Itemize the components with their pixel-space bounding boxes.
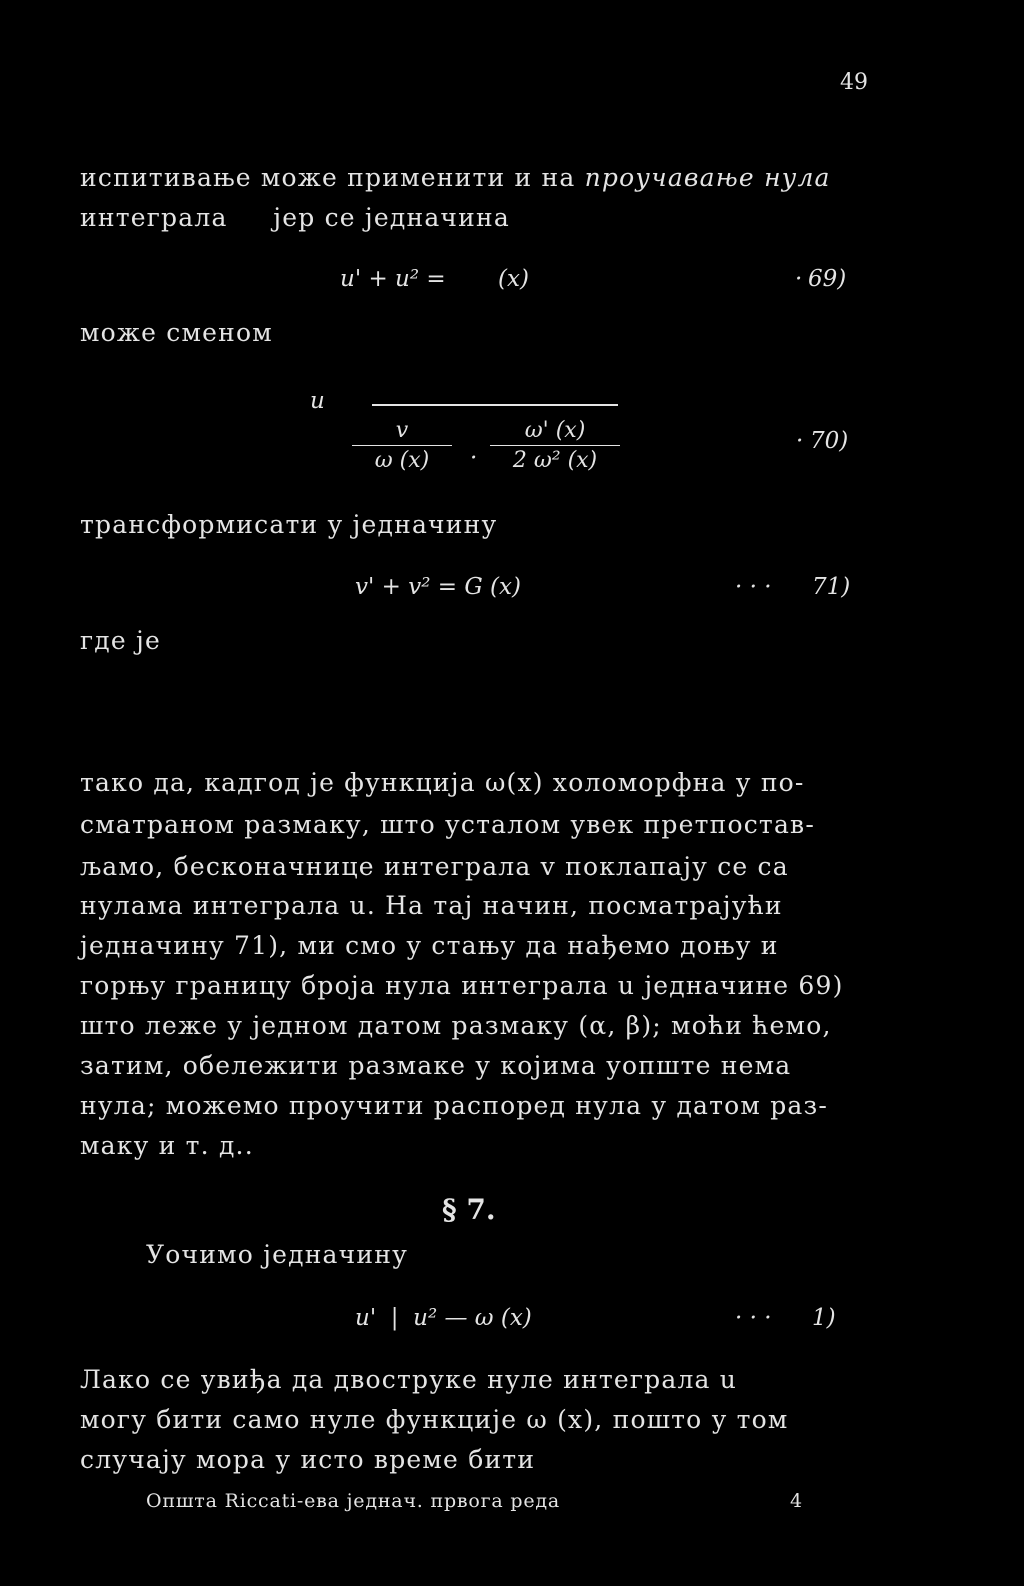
paragraph-3-line-3: случају мора у исто време бити [80, 1445, 536, 1474]
equation-69-label: 69) [808, 266, 847, 292]
text-mozhe-smenom: може сменом [80, 318, 273, 347]
page-number: 49 [840, 70, 868, 95]
equation-71-expression: v' + v² = G (x) [355, 574, 521, 600]
text-gde-je: где је [80, 626, 161, 655]
equation-71-dots: · · · [735, 574, 772, 600]
footer-signature: 4 [790, 1490, 803, 1512]
paragraph-2-line-5: једначину 71), ми смо у стању да нађемо доњу и [80, 931, 779, 960]
paragraph-1-line-1-text: испитивање може применити и на [80, 163, 585, 192]
equation-1-expression: u' | u² — ω (x) [355, 1305, 532, 1331]
equation-70-fraction-1 [352, 418, 452, 473]
paragraph-2-line-6: горњу границу броја нула интеграла u једначине 69) [80, 971, 844, 1000]
equation-70-overline [372, 404, 618, 406]
text-uochimo: Уочимо једначину [146, 1240, 409, 1269]
paragraph-2-line-10: маку и т. д.. [80, 1131, 254, 1160]
paragraph-3-line-2: могу бити само нуле функције ω (x), пошто у том [80, 1405, 789, 1434]
paragraph-1-line-1 [80, 163, 831, 192]
equation-70-label: 70) [810, 428, 849, 454]
equation-69-lhs: u' + u² = [340, 266, 446, 292]
equation-70-dots: · [796, 428, 804, 454]
paragraph-2-line-2: сматраном размаку, што усталом увек претпостав- [80, 810, 815, 839]
paragraph-2-line-9: нула; можемо проучити распоред нула у датом раз- [80, 1091, 829, 1120]
equation-70-fraction-2-denominator: 2 ω² (x) [512, 448, 598, 473]
paragraph-2-line-3: љамо, бесконачнице интеграла v поклапају се са [80, 852, 789, 881]
section-heading: § 7. [442, 1193, 496, 1226]
equation-1-label: 1) [812, 1305, 836, 1331]
equation-1-dots: · · · [735, 1305, 772, 1331]
equation-70-variable: u [310, 388, 325, 414]
equation-69-dots: · [795, 266, 803, 292]
footer-title: Општа Riccati-ева једнач. првога реда [146, 1490, 560, 1512]
equation-71-label: 71) [812, 574, 851, 600]
paragraph-3-line-1: Лако се увиђа да двоструке нуле интеграла u [80, 1365, 738, 1394]
text-transformisati: трансформисати у једначину [80, 510, 498, 539]
paragraph-2-line-7: што леже у једном датом размаку (α, β); моћи ћемо, [80, 1011, 832, 1040]
paragraph-2-line-1: тако да, кадгод је функција ω(x) холоморфна у по- [80, 768, 805, 797]
equation-70-mid-dot: · [470, 445, 478, 471]
equation-70-fraction-2-numerator: ω' (x) [490, 418, 620, 446]
paragraph-2-line-4: нулама интеграла u. На тај начин, посматрајући [80, 891, 783, 920]
paragraph-1-line-1-italic: проучавање нула [584, 163, 831, 192]
paragraph-1-line-2: интеграла јер се једначина [80, 203, 510, 232]
equation-70-fraction-1-denominator: ω (x) [374, 448, 430, 473]
equation-70-fraction-2 [490, 418, 620, 473]
paragraph-2-line-8: затим, обележити размаке у којима уопште нема [80, 1051, 792, 1080]
equation-69-rhs: (x) [498, 266, 529, 292]
equation-70-fraction-1-numerator: v [352, 418, 452, 446]
